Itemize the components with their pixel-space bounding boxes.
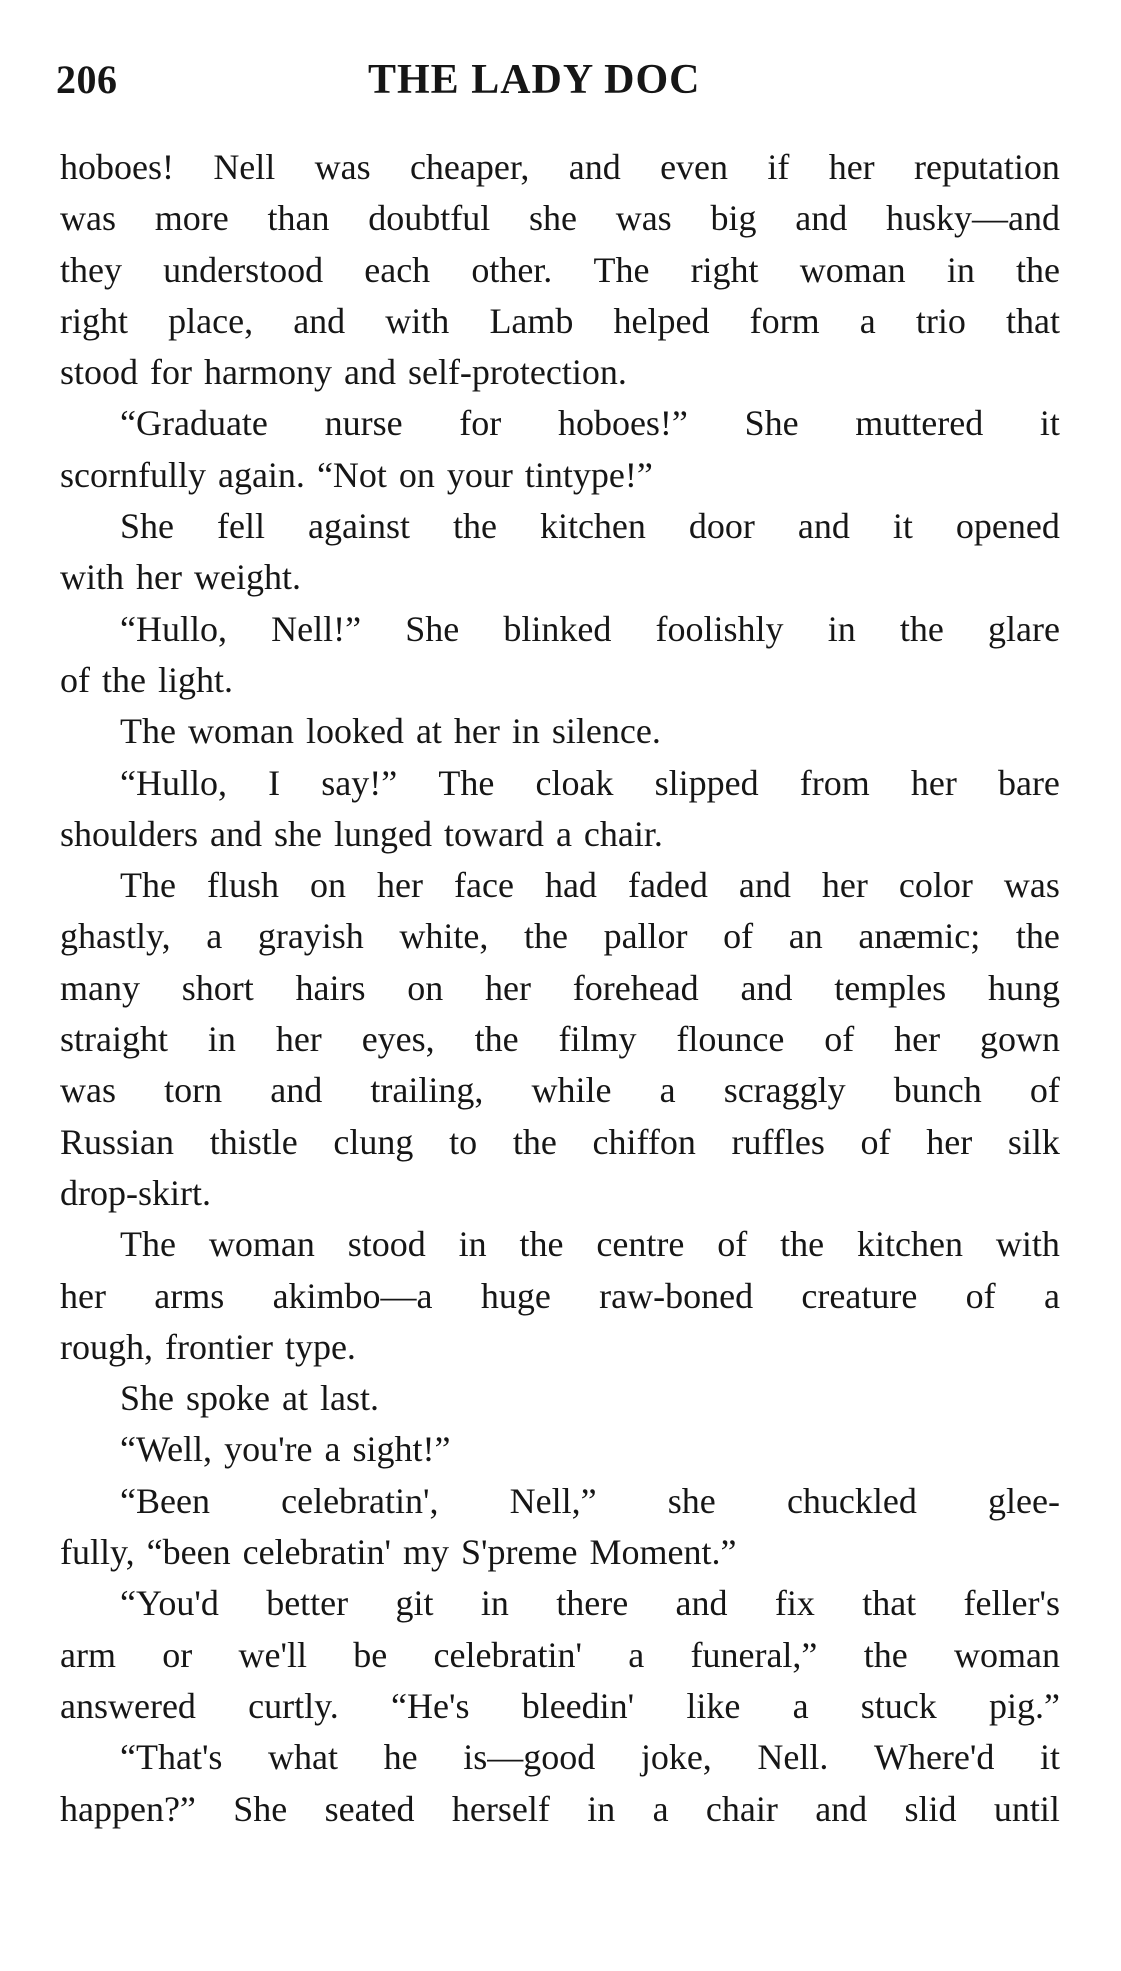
word: for (459, 403, 502, 444)
word: rough, (60, 1326, 153, 1367)
text-line (60, 296, 1060, 347)
word: of (60, 659, 90, 700)
text-line (60, 860, 1060, 911)
word: type. (284, 1326, 356, 1367)
word: a (628, 1634, 645, 1675)
word: self-protection. (407, 352, 627, 393)
word: my (403, 1532, 450, 1573)
word: doubtful (368, 198, 491, 239)
word: “Hullo, (120, 762, 227, 803)
word: be (353, 1634, 388, 1675)
word: the (512, 1121, 557, 1162)
word: celebratin', (281, 1480, 439, 1521)
word: fully, (60, 1532, 135, 1573)
running-title: THE LADY DOC (368, 57, 701, 103)
word: “He's (391, 1685, 470, 1726)
text-line (60, 604, 1060, 655)
word: fell (217, 506, 265, 547)
word: in (946, 249, 975, 290)
word: on (398, 454, 435, 495)
word: S'preme (461, 1532, 578, 1573)
word: chuckled (786, 1480, 917, 1521)
word: the (863, 1634, 908, 1675)
word: “been (146, 1532, 231, 1573)
text-line (60, 1014, 1060, 1065)
word: door (688, 506, 755, 547)
word: understood (163, 249, 324, 290)
page-number: 206 (56, 57, 118, 102)
word: harmony (204, 352, 332, 393)
word: scraggly (723, 1070, 846, 1111)
word: fix (774, 1583, 815, 1624)
word: more (154, 198, 229, 239)
word: woman (799, 249, 906, 290)
word: hung (987, 967, 1060, 1008)
word: form (749, 300, 820, 341)
word: and (343, 352, 396, 393)
word: or (162, 1634, 193, 1675)
text-line (60, 552, 1060, 603)
word: it (892, 506, 913, 547)
word: chair. (583, 813, 663, 854)
word: with (995, 1224, 1060, 1265)
text-line (60, 963, 1060, 1014)
text-line (60, 1424, 1060, 1475)
word: looked (305, 711, 404, 752)
text-line (60, 501, 1060, 552)
word: hoboes!” (557, 403, 688, 444)
word: an (788, 916, 823, 957)
word: clung (333, 1121, 414, 1162)
word: The (120, 865, 176, 906)
word: The (120, 1224, 176, 1265)
word: “Hullo, (120, 608, 227, 649)
word: foolishly (655, 608, 784, 649)
word: with (385, 300, 450, 341)
word: tintype!” (524, 454, 653, 495)
word: She (233, 1788, 288, 1829)
word: forehead (572, 967, 699, 1008)
word: kitchen (857, 1224, 963, 1265)
word: centre (596, 1224, 685, 1265)
word: than (267, 198, 330, 239)
word: trailing, (370, 1070, 484, 1111)
word: ghastly, (60, 916, 171, 957)
word: “Not (316, 454, 387, 495)
word: like (686, 1685, 741, 1726)
word: woman (208, 1224, 315, 1265)
word: glee- (988, 1480, 1060, 1521)
word: your (446, 454, 513, 495)
word: shoulders (60, 813, 198, 854)
word: for (150, 352, 192, 393)
word: chiffon (592, 1121, 696, 1162)
text-line (60, 1219, 1060, 1270)
text-line (60, 347, 1060, 398)
word: a (859, 300, 876, 341)
word: scornfully (60, 454, 206, 495)
word: right (60, 300, 128, 341)
word: drop-skirt. (60, 1172, 211, 1213)
word: cloak (535, 762, 614, 803)
word: flush (206, 865, 279, 906)
word: raw-boned (599, 1275, 754, 1316)
word: straight (60, 1019, 168, 1060)
word: curtly. (248, 1685, 339, 1726)
word: ruffles (731, 1121, 825, 1162)
text-line (60, 1168, 1060, 1219)
word: of (1029, 1070, 1060, 1111)
word: arm (60, 1634, 116, 1675)
word: trio (915, 300, 966, 341)
word: her (828, 147, 875, 187)
word: She (405, 608, 460, 649)
word: of (824, 1019, 855, 1060)
text-line (60, 1271, 1060, 1322)
word: pallor (603, 916, 688, 957)
word: there (556, 1583, 629, 1624)
word: the (474, 1019, 519, 1060)
word: in (511, 711, 540, 752)
word: helped (613, 300, 710, 341)
word: that (862, 1583, 917, 1624)
word: reputation (913, 147, 1060, 187)
text-line (60, 1784, 1060, 1835)
word: he (383, 1737, 418, 1778)
text-line (60, 1732, 1060, 1783)
word: “That's (120, 1737, 223, 1778)
word: and (210, 813, 262, 854)
word: silk (1007, 1121, 1060, 1162)
word: and (675, 1583, 728, 1624)
text-line (60, 398, 1060, 449)
word: and (293, 300, 346, 341)
page-header (56, 50, 1066, 110)
word: feller's (963, 1583, 1060, 1624)
word: happen?” (60, 1788, 196, 1829)
word: I (268, 762, 281, 803)
word: stuck (860, 1685, 937, 1726)
word: and (795, 198, 848, 239)
word: “Graduate (120, 403, 268, 444)
word: until (993, 1788, 1060, 1829)
text-line (60, 1527, 1060, 1578)
word: the (102, 659, 146, 700)
word: temples (834, 967, 947, 1008)
text-line (60, 1065, 1060, 1116)
word: the (780, 1224, 825, 1265)
word: funeral,” (690, 1634, 818, 1675)
text-line (60, 193, 1060, 244)
word: was (60, 1070, 116, 1111)
word: face (454, 865, 514, 906)
word: her (926, 1121, 973, 1162)
word: a (555, 813, 572, 854)
word: say!” (321, 762, 398, 803)
word: each (364, 249, 431, 290)
text-line (60, 758, 1060, 809)
text-line (60, 450, 1060, 501)
word: the (523, 916, 568, 957)
word: joke, (640, 1737, 712, 1778)
word: what (268, 1737, 339, 1778)
word: husky—and (885, 198, 1060, 239)
word: frontier (165, 1326, 273, 1367)
text-line (60, 1117, 1060, 1168)
word: was (314, 147, 371, 187)
word: kitchen (539, 506, 646, 547)
word: cheaper, (409, 147, 530, 187)
word: her (136, 557, 182, 598)
word: The (593, 249, 650, 290)
word: a (792, 1685, 809, 1726)
word: hairs (295, 967, 366, 1008)
word: a (206, 916, 223, 957)
word: stood (347, 1224, 426, 1265)
word: and (738, 865, 791, 906)
word: Nell,” (509, 1480, 597, 1521)
word: many (60, 967, 140, 1008)
word: blinked (503, 608, 612, 649)
word: muttered (855, 403, 984, 444)
word: white, (399, 916, 489, 957)
word: thistle (209, 1121, 298, 1162)
word: against (307, 506, 410, 547)
word: other. (471, 249, 553, 290)
word: at (282, 1378, 308, 1419)
word: Moment.” (589, 1532, 737, 1573)
word: bare (997, 762, 1060, 803)
word: she (273, 813, 322, 854)
word: stood (60, 352, 139, 393)
word: that (1005, 300, 1060, 341)
word: big (710, 198, 757, 239)
word: if (767, 147, 790, 187)
word: place, (168, 300, 254, 341)
word: a (659, 1070, 676, 1111)
word: her (453, 711, 500, 752)
word: and (815, 1788, 868, 1829)
word: we'll (238, 1634, 307, 1675)
word: seated (324, 1788, 415, 1829)
word: herself (451, 1788, 550, 1829)
text-line (60, 655, 1060, 706)
word: weight. (193, 557, 301, 598)
word: She (744, 403, 799, 444)
text-line (60, 706, 1060, 757)
text-line (60, 809, 1060, 860)
word: the (452, 506, 497, 547)
word: nurse (324, 403, 403, 444)
text-line (60, 1322, 1060, 1373)
word: on (310, 865, 346, 906)
word: was (60, 198, 116, 239)
word: Where'd (873, 1737, 995, 1778)
word: bunch (893, 1070, 982, 1111)
word: her (894, 1019, 941, 1060)
text-line (60, 245, 1060, 296)
word: they (60, 249, 122, 290)
word: and (270, 1070, 323, 1111)
word: you're (224, 1429, 313, 1470)
word: was (1003, 865, 1060, 906)
word: the (899, 608, 944, 649)
word: huge (480, 1275, 551, 1316)
word: is—good (463, 1737, 596, 1778)
word: torn (164, 1070, 223, 1111)
word: creature (801, 1275, 918, 1316)
word: chair (705, 1788, 778, 1829)
word: the (519, 1224, 564, 1265)
word: Nell (213, 147, 276, 187)
word: from (799, 762, 870, 803)
word: silence. (551, 711, 661, 752)
word: color (898, 865, 973, 906)
word: a (652, 1788, 669, 1829)
word: she (667, 1480, 716, 1521)
body-text (60, 142, 1060, 1835)
word: Lamb (489, 300, 574, 341)
word: to (449, 1121, 478, 1162)
word: “Been (120, 1480, 210, 1521)
word: opened (955, 506, 1060, 547)
word: pig.” (988, 1685, 1060, 1726)
text-line (60, 1373, 1060, 1424)
word: Nell!” (271, 608, 362, 649)
word: her (60, 1275, 106, 1316)
word: Russian (60, 1121, 175, 1162)
word: woman (953, 1634, 1060, 1675)
word: right (690, 249, 759, 290)
word: lunged (333, 813, 432, 854)
word: with (60, 557, 125, 598)
text-line (60, 1476, 1060, 1527)
word: gown (980, 1019, 1060, 1060)
word: The (438, 762, 495, 803)
word: in (827, 608, 856, 649)
word: celebratin' (433, 1634, 582, 1675)
word: it (1039, 1737, 1060, 1778)
word: her (377, 865, 423, 906)
word: grayish (257, 916, 364, 957)
word: in (480, 1583, 509, 1624)
word: celebratin' (242, 1532, 391, 1573)
word: answered (60, 1685, 196, 1726)
text-line (60, 1578, 1060, 1629)
word: she (528, 198, 577, 239)
word: in (587, 1788, 616, 1829)
word: better (266, 1583, 349, 1624)
word: and (797, 506, 850, 547)
word: on (407, 967, 444, 1008)
word: glare (988, 608, 1060, 649)
word: flounce (676, 1019, 785, 1060)
text-line (60, 911, 1060, 962)
word: at (415, 711, 442, 752)
word: while (531, 1070, 612, 1111)
word: and (740, 967, 793, 1008)
word: hoboes! (60, 147, 174, 187)
word: arms (154, 1275, 225, 1316)
word: again. (217, 454, 305, 495)
word: eyes, (361, 1019, 435, 1060)
word: filmy (558, 1019, 637, 1060)
word: anæmic; (858, 916, 981, 957)
word: was (615, 198, 672, 239)
word: slipped (654, 762, 759, 803)
word: faded (627, 865, 708, 906)
text-line (60, 1681, 1060, 1732)
word: sight!” (352, 1429, 451, 1470)
word: bleedin' (521, 1685, 635, 1726)
word: in (458, 1224, 487, 1265)
word: spoke (186, 1378, 270, 1419)
word: akimbo—a (272, 1275, 433, 1316)
word: She (120, 1378, 174, 1419)
word: “Well, (120, 1429, 213, 1470)
word: her (485, 967, 531, 1008)
word: toward (443, 813, 544, 854)
word: had (544, 865, 597, 906)
word: a (1043, 1275, 1060, 1316)
word: the (1015, 916, 1060, 957)
word: even (660, 147, 729, 187)
word: a (324, 1429, 341, 1470)
word: slid (904, 1788, 957, 1829)
word: Nell. (757, 1737, 829, 1778)
word: her (275, 1019, 322, 1060)
word: of (965, 1275, 996, 1316)
text-line (60, 1630, 1060, 1681)
word: of (717, 1224, 748, 1265)
word: woman (187, 711, 294, 752)
text-line (60, 142, 1060, 193)
word: of (723, 916, 754, 957)
word: last. (319, 1378, 379, 1419)
word: short (181, 967, 254, 1008)
word: her (821, 865, 868, 906)
word: “You'd (120, 1583, 219, 1624)
word: She (120, 506, 174, 547)
word: git (395, 1583, 434, 1624)
word: light. (157, 659, 233, 700)
word: it (1039, 403, 1060, 444)
word: the (1015, 249, 1060, 290)
word: in (207, 1019, 236, 1060)
word: The (120, 711, 176, 752)
word: of (860, 1121, 891, 1162)
word: and (568, 147, 621, 187)
word: her (910, 762, 957, 803)
